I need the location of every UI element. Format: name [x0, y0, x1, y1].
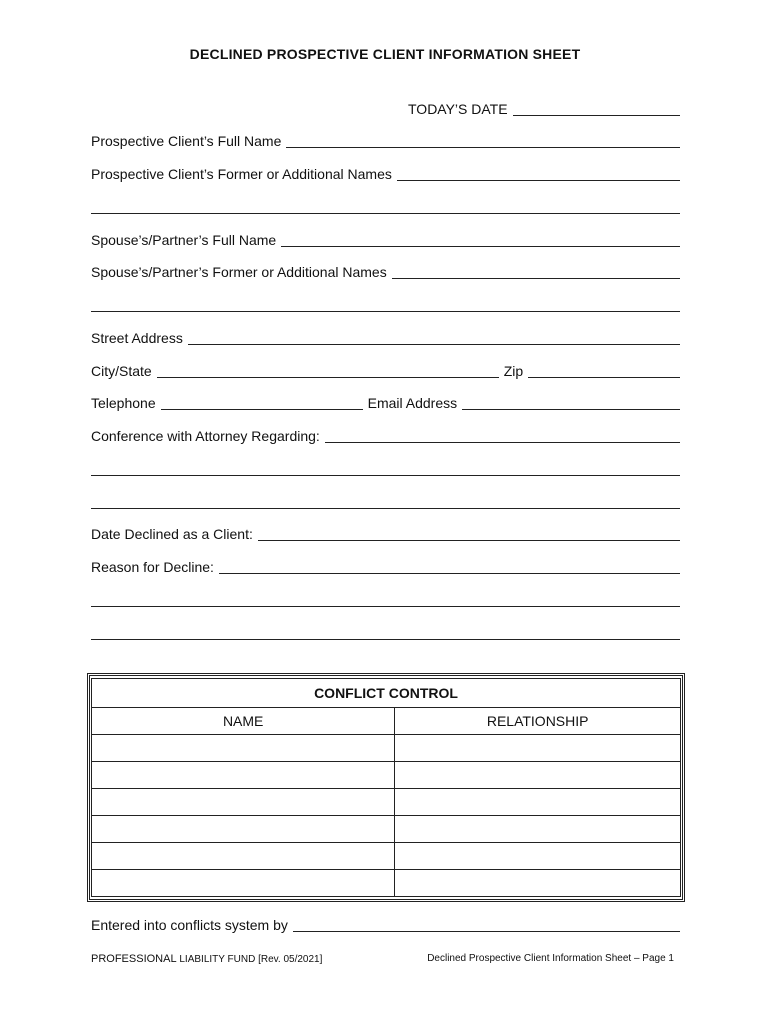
client-full-name-label: Prospective Client’s Full Name [91, 133, 282, 149]
table-row [92, 870, 681, 897]
todays-date-field[interactable] [513, 101, 680, 116]
conference-field[interactable] [325, 428, 680, 443]
reason-continuation-line-2[interactable] [91, 639, 680, 640]
email-address-field[interactable] [462, 395, 680, 410]
relationship-column-header: RELATIONSHIP [395, 708, 681, 735]
reason-for-decline-label: Reason for Decline: [91, 559, 214, 575]
client-former-names-label: Prospective Client’s Former or Additional Names [91, 166, 392, 182]
zip-field[interactable] [528, 363, 680, 378]
spouse-former-names-label: Spouse’s/Partner’s Former or Additional Names [91, 264, 387, 280]
relationship-cell[interactable] [395, 762, 681, 789]
client-full-name-row [91, 133, 680, 149]
reason-continuation-line-1[interactable] [91, 606, 680, 607]
table-row [92, 843, 681, 870]
reason-for-decline-field[interactable] [219, 559, 680, 574]
entered-conflicts-label: Entered into conflicts system by [91, 917, 288, 933]
client-former-names-row [91, 166, 680, 182]
date-declined-row [91, 526, 680, 542]
conference-row [91, 428, 680, 444]
footer-left-suffix: LIABILITY FUND [Rev. 05/2021] [176, 954, 323, 965]
name-cell[interactable] [92, 762, 395, 789]
street-address-label: Street Address [91, 330, 183, 346]
table-row [92, 762, 681, 789]
conference-continuation-line-1[interactable] [91, 475, 680, 476]
spouse-full-name-label: Spouse’s/Partner’s Full Name [91, 232, 277, 248]
table-row [92, 789, 681, 816]
name-cell[interactable] [92, 843, 395, 870]
email-address-label: Email Address [367, 395, 458, 411]
todays-date-label: TODAY’S DATE [408, 101, 508, 117]
relationship-cell[interactable] [395, 870, 681, 897]
footer-left [91, 953, 322, 965]
spouse-former-names-continuation-line[interactable] [91, 311, 680, 312]
spouse-full-name-row [91, 232, 680, 248]
entered-conflicts-field[interactable] [293, 917, 680, 932]
client-former-names-continuation-line[interactable] [91, 213, 680, 214]
telephone-field[interactable] [161, 395, 363, 410]
spouse-former-names-field[interactable] [392, 264, 680, 279]
footer-right: Declined Prospective Client Information Sheet – Page 1 [427, 953, 674, 964]
name-cell[interactable] [92, 789, 395, 816]
street-address-field[interactable] [188, 330, 680, 345]
city-state-zip-row [91, 363, 680, 379]
table-row [92, 735, 681, 762]
client-former-names-field[interactable] [397, 166, 680, 181]
reason-for-decline-row [91, 559, 680, 575]
name-cell[interactable] [92, 816, 395, 843]
spouse-former-names-row [91, 264, 680, 280]
relationship-cell[interactable] [395, 789, 681, 816]
conflict-control-heading: CONFLICT CONTROL [92, 679, 681, 708]
entered-conflicts-row [91, 917, 680, 933]
conference-label: Conference with Attorney Regarding: [91, 428, 320, 444]
date-declined-label: Date Declined as a Client: [91, 526, 253, 542]
date-declined-field[interactable] [258, 526, 680, 541]
telephone-label: Telephone [91, 395, 156, 411]
telephone-email-row [91, 395, 680, 411]
name-cell[interactable] [92, 735, 395, 762]
page-title: DECLINED PROSPECTIVE CLIENT INFORMATION SHEET [189, 46, 581, 62]
city-state-label: City/State [91, 363, 152, 379]
table-row [92, 816, 681, 843]
relationship-cell[interactable] [395, 735, 681, 762]
spouse-full-name-field[interactable] [281, 232, 680, 247]
name-cell[interactable] [92, 870, 395, 897]
name-column-header: NAME [92, 708, 395, 735]
conflict-control-table [91, 678, 681, 897]
street-address-row [91, 330, 680, 346]
zip-label: Zip [503, 363, 524, 379]
city-state-field[interactable] [157, 363, 499, 378]
relationship-cell[interactable] [395, 816, 681, 843]
footer-left-prefix: PROFESSIONAL [91, 953, 177, 965]
client-full-name-field[interactable] [286, 133, 680, 148]
todays-date-row [408, 101, 680, 117]
conference-continuation-line-2[interactable] [91, 508, 680, 509]
relationship-cell[interactable] [395, 843, 681, 870]
